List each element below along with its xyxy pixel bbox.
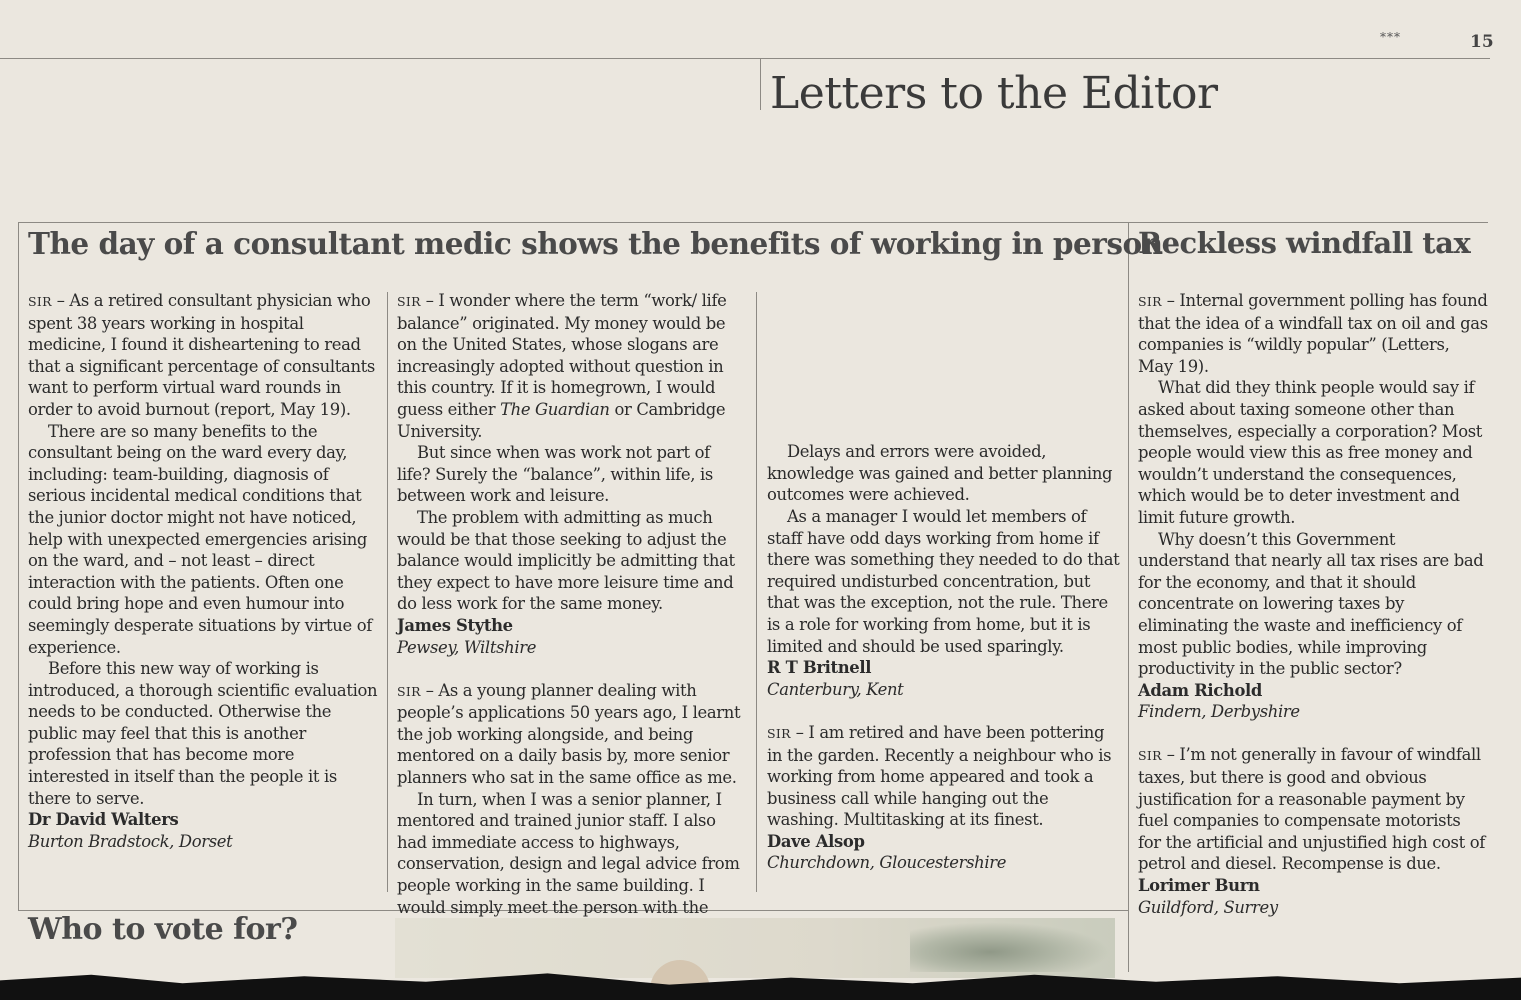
sir-label: SIR	[28, 294, 52, 309]
letter-author: James Stythe	[397, 615, 513, 635]
letter-paragraph: But since when was work not part of life? Surely the “balance”, within life, is between work and leisure.	[397, 443, 713, 506]
letter-location: Pewsey, Wiltshire	[397, 637, 537, 657]
letter-paragraph: What did they think people would say if asked about taxing someone other than themselves, especially a corporation? Most people would view this as free money and wouldn’t understand the consequences, which would be to deter investment and limit future growth.	[1138, 378, 1483, 527]
publication-name: The Guardian	[500, 399, 610, 419]
box-top-rule	[18, 222, 1488, 223]
letter-paragraph	[397, 290, 747, 442]
column-4	[1138, 290, 1488, 918]
letter-author: Adam Richold	[1138, 680, 1263, 700]
column-1	[28, 290, 378, 852]
header-rule	[0, 58, 1490, 59]
title-divider	[760, 58, 761, 110]
column-rule-2	[756, 292, 757, 892]
letter-location: Canterbury, Kent	[767, 679, 904, 699]
letter-paragraph	[1138, 744, 1488, 875]
letter-paragraph: In turn, when I was a senior planner, I mentored and trained junior staff. I also had immediate access to highways, conservation, design and legal advice from people working in the same building. I would simply meet the person with the	[397, 789, 740, 917]
letter-text: or Cambridge University.	[397, 399, 726, 441]
letter-paragraph: As a manager I would let members of staff have odd days working from home if there was something they needed to do that required undisturbed concentration, but that was the exception, not the rule. There is a role for working from home, but it is limited and should be used sparingly.	[767, 506, 1120, 656]
sir-label: SIR	[767, 725, 791, 741]
letter-text: – Internal government polling has found that the idea of a windfall tax on oil and gas companies is “wildly popular” (Letters, May 19).	[1138, 291, 1488, 376]
letter-text: – I wonder where the term “work/ life balance” originated. My money would be on the United States, whose slogans are increasingly adopted without question in this country. If it is homegrown, I would guess either	[397, 291, 727, 419]
letter-location: Churchdown, Gloucestershire	[767, 853, 1007, 873]
box-left-rule	[18, 222, 19, 910]
sir-label: SIR	[1138, 748, 1162, 764]
letter-author: R T Britnell	[767, 658, 872, 678]
page-number: 15	[1470, 32, 1494, 52]
letter-location: Burton Bradstock, Dorset	[28, 831, 233, 851]
letter-paragraph: Why doesn’t this Government understand that nearly all tax rises are bad for the economy, and that it should concentrate on lowering taxes by eliminating the waste and inefficiency of most public bodies, while improving productivity in the public sector?	[1138, 529, 1484, 679]
letter-text: – I am retired and have been pottering in the garden. Recently a neighbour who is working from home appeared and took a business call while hanging out the washing. Multitasking at its finest.	[767, 722, 1112, 830]
letter-location: Guildford, Surrey	[1138, 897, 1278, 917]
letter-gap	[1138, 723, 1488, 745]
section-title: Letters to the Editor	[770, 68, 1218, 119]
main-headline: The day of a consultant medic shows the benefits of working in person	[28, 226, 1163, 261]
letter-text: – I’m not generally in favour of windfall taxes, but there is good and obvious justification for a reasonable payment by fuel companies to compensate motorists for the artificial and unjustified high cost of petrol and diesel. Recompense is due.	[1138, 745, 1485, 874]
sir-label: SIR	[397, 294, 421, 309]
column-2	[397, 290, 747, 961]
sir-label: SIR	[397, 683, 421, 699]
letter-paragraph	[28, 290, 378, 421]
column-3	[767, 290, 1122, 874]
letter-paragraph	[767, 722, 1122, 831]
vote-headline: Who to vote for?	[28, 912, 298, 947]
sidebar-divider	[1128, 222, 1129, 972]
edition-marks: ***	[1380, 30, 1401, 44]
letter-paragraph: There are so many benefits to the consultant being on the ward every day, including: team-building, diagnosis of serious incidental medical conditions that the junior doctor might not have noticed, help with unexpected emergencies arising on the ward, and – not least – direct interaction with the patients. Often one could bring hope and even humour into seemingly desperate situations by virtue of experience.	[28, 421, 372, 657]
letter-location: Findern, Derbyshire	[1138, 702, 1300, 722]
letter-text: – As a retired consultant physician who spent 38 years working in hospital medicine, I found it disheartening to read that a significant percentage of consultants want to perform virtual ward rounds in order to avoid burnout (report, May 19).	[28, 291, 375, 419]
letter-author: Dave Alsop	[767, 831, 865, 851]
letter-gap	[767, 700, 1122, 722]
tree-image	[910, 922, 1110, 972]
letter-author: Dr David Walters	[28, 810, 179, 830]
windfall-headline: Reckless windfall tax	[1138, 226, 1471, 260]
letter-paragraph: Before this new way of working is introduced, a thorough scientific evaluation needs to be conducted. Otherwise the public may feel that this is another profession that has become more interested in itself than the people it is there to serve.	[28, 659, 378, 808]
column-rule-1	[387, 292, 388, 892]
letter-gap	[397, 658, 747, 680]
letter-paragraph	[1138, 290, 1488, 377]
letter-paragraph: Delays and errors were avoided, knowledge was gained and better planning outcomes were achieved.	[767, 442, 1113, 505]
letter-paragraph: The problem with admitting as much would be that those seeking to adjust the balance would implicitly be admitting that they expect to have more leisure time and do less work for the same money.	[397, 507, 735, 614]
sir-label: SIR	[1138, 294, 1162, 309]
letter-paragraph	[397, 680, 747, 789]
letter-author: Lorimer Burn	[1138, 876, 1260, 896]
letter-text: – As a young planner dealing with people’s applications 50 years ago, I learnt the job working alongside, and being mentored on a daily basis by, more senior planners who sat in the same office as me.	[397, 680, 741, 788]
